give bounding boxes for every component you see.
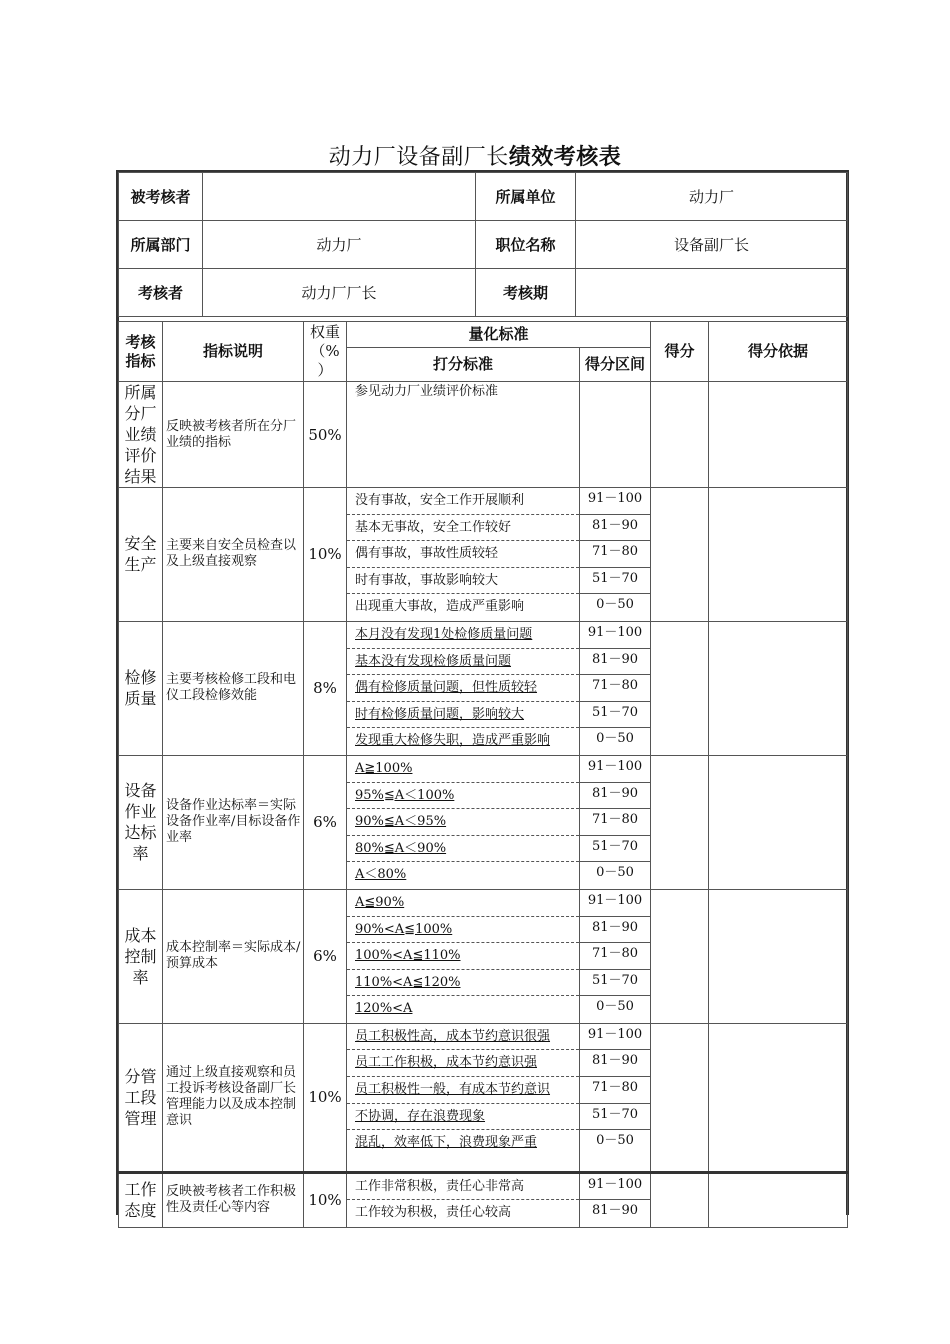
range-item: 71－80 <box>580 943 650 970</box>
criteria-item: 发现重大检修失职，造成严重影响 <box>355 733 551 749</box>
range-cell <box>580 889 651 1023</box>
info-label: 考核者 <box>119 269 203 317</box>
criteria-item: 120%<A <box>355 1001 413 1017</box>
range-item: 81－90 <box>580 649 650 676</box>
indicator-description: 反映被考核者所在分厂业绩的指标 <box>163 382 304 488</box>
indicator-weight: 10% <box>304 1023 347 1172</box>
criteria-item: 基本没有发现检修质量问题 <box>347 649 579 676</box>
basis-cell <box>709 1172 848 1227</box>
range-cell <box>580 1023 651 1172</box>
info-table <box>118 172 848 317</box>
criteria-item: 工作较为积极，责任心较高 <box>355 1205 512 1221</box>
criteria-item: 偶有检修质量问题，但性质较轻 <box>347 675 579 702</box>
range-item: 0－50 <box>596 597 634 613</box>
range-item: 71－80 <box>580 809 650 836</box>
info-row <box>119 269 848 317</box>
range-item: 51－70 <box>580 836 650 863</box>
criteria-item: 110%<A≦120% <box>347 970 579 997</box>
score-cell <box>651 1172 709 1227</box>
criteria-list <box>347 1174 579 1227</box>
indicator-name: 检修 质量 <box>119 621 163 755</box>
range-item: 81－90 <box>580 515 650 542</box>
indicator-name: 所属 分厂 业绩 评价 结果 <box>119 382 163 488</box>
score-cell <box>651 889 709 1023</box>
basis-cell <box>709 382 848 488</box>
criteria-item: 基本无事故，安全工作较好 <box>347 515 579 542</box>
header-range: 得分区间 <box>580 348 651 382</box>
header-quant: 量化标准 <box>347 322 651 348</box>
indicator-weight: 10% <box>304 488 347 622</box>
criteria-cell <box>347 382 580 488</box>
table-row <box>119 1172 848 1227</box>
criteria-item: 员工积极性一般，有成本节约意识 <box>347 1077 579 1104</box>
title-light: 动力厂设备副厂长 <box>328 145 509 170</box>
range-item: 91－100 <box>580 488 650 515</box>
criteria-list <box>347 488 579 621</box>
info-value: 动力厂厂长 <box>203 269 476 317</box>
basis-cell <box>709 755 848 889</box>
basis-cell <box>709 621 848 755</box>
criteria-cell <box>347 1172 580 1227</box>
indicator-description: 主要考核检修工段和电仪工段检修效能 <box>163 621 304 755</box>
criteria-cell <box>347 889 580 1023</box>
info-label: 被考核者 <box>119 173 203 221</box>
score-cell <box>651 382 709 488</box>
range-item: 51－70 <box>580 702 650 729</box>
range-item: 71－80 <box>580 675 650 702</box>
criteria-item: 100%<A≦110% <box>347 943 579 970</box>
indicator-description: 设备作业达标率＝实际设备作业率/目标设备作业率 <box>163 755 304 889</box>
info-label: 所属部门 <box>119 221 203 269</box>
criteria-item: 工作非常积极，责任心非常高 <box>347 1174 579 1201</box>
criteria-item: 90%≦A＜95% <box>347 809 579 836</box>
criteria-item: 时有事故，事故影响较大 <box>347 568 579 595</box>
range-item: 0－50 <box>596 1133 634 1149</box>
info-value: 动力厂 <box>203 221 476 269</box>
criteria-cell <box>347 488 580 622</box>
criteria-cell <box>347 621 580 755</box>
range-item: 91－100 <box>580 622 650 649</box>
basis-cell <box>709 889 848 1023</box>
criteria-item: 出现重大事故，造成严重影响 <box>355 599 525 615</box>
range-cell <box>580 755 651 889</box>
score-cell <box>651 755 709 889</box>
indicator-description: 通过上级直接观察和员工投诉考核设备副厂长管理能力以及成本控制意识 <box>163 1023 304 1172</box>
criteria-item: 本月没有发现1处检修质量问题 <box>347 622 579 649</box>
criteria-item: 90%<A≦100% <box>347 917 579 944</box>
range-item: 91－100 <box>580 890 650 917</box>
range-item: 81－90 <box>580 1050 650 1077</box>
table-row <box>119 488 848 622</box>
info-value <box>203 173 476 221</box>
range-item: 51－70 <box>580 970 650 997</box>
indicator-weight: 6% <box>304 755 347 889</box>
header-basis: 得分依据 <box>709 322 848 382</box>
indicator-name: 设备 作业 达标 率 <box>119 755 163 889</box>
info-row <box>119 173 848 221</box>
table-row <box>119 1023 848 1172</box>
header-indicator: 考核 指标 <box>119 322 163 382</box>
range-item: 91－100 <box>580 1024 650 1051</box>
header-criteria: 打分标准 <box>347 348 580 382</box>
indicator-description: 成本控制率＝实际成本/预算成本 <box>163 889 304 1023</box>
indicator-name: 成本 控制 率 <box>119 889 163 1023</box>
kpi-table <box>118 321 848 1228</box>
range-item: 71－80 <box>580 1077 650 1104</box>
indicator-weight: 6% <box>304 889 347 1023</box>
score-cell <box>651 621 709 755</box>
criteria-item: 混乱，效率低下，浪费现象严重 <box>355 1135 538 1151</box>
criteria-item: 80%≦A＜90% <box>347 836 579 863</box>
indicator-name: 分管 工段 管理 <box>119 1023 163 1172</box>
range-cell <box>580 382 651 488</box>
indicator-weight: 8% <box>304 621 347 755</box>
header-description: 指标说明 <box>163 322 304 382</box>
criteria-list <box>347 890 579 1023</box>
range-cell <box>580 488 651 622</box>
criteria-cell <box>347 1023 580 1172</box>
info-value: 动力厂 <box>576 173 848 221</box>
range-item: 51－70 <box>580 568 650 595</box>
range-item: 81－90 <box>580 783 650 810</box>
header-score: 得分 <box>651 322 709 382</box>
criteria-list <box>347 756 579 889</box>
info-value <box>576 269 848 317</box>
range-item: 71－80 <box>580 541 650 568</box>
criteria-list <box>347 382 579 409</box>
criteria-list <box>347 622 579 755</box>
table-row <box>119 382 848 488</box>
title-bold: 绩效考核表 <box>508 145 622 170</box>
table-row <box>119 755 848 889</box>
basis-cell <box>709 488 848 622</box>
range-item: 81－90 <box>580 917 650 944</box>
range-item: 0－50 <box>596 865 634 881</box>
range-item: 0－50 <box>596 999 634 1015</box>
info-label: 所属单位 <box>476 173 576 221</box>
criteria-item: A≦90% <box>347 890 579 917</box>
score-cell <box>651 1023 709 1172</box>
indicator-name: 工作 态度 <box>119 1172 163 1227</box>
indicator-weight: 10% <box>304 1172 347 1227</box>
criteria-item: 员工积极性高，成本节约意识很强 <box>347 1024 579 1051</box>
info-value: 设备副厂长 <box>576 221 848 269</box>
range-cell <box>580 621 651 755</box>
info-row <box>119 221 848 269</box>
indicator-name: 安全 生产 <box>119 488 163 622</box>
indicator-weight: 50% <box>304 382 347 488</box>
criteria-list <box>347 1024 579 1157</box>
range-item: 51－70 <box>580 1104 650 1131</box>
criteria-item: A≧100% <box>347 756 579 783</box>
criteria-item: 没有事故，安全工作开展顺利 <box>347 488 579 515</box>
range-cell <box>580 1172 651 1227</box>
criteria-item: 偶有事故，事故性质较轻 <box>347 541 579 568</box>
criteria-item: 时有检修质量问题，影响较大 <box>347 702 579 729</box>
criteria-item: 参见动力厂业绩评价标准 <box>355 384 499 399</box>
criteria-cell <box>347 755 580 889</box>
indicator-description: 反映被考核者工作积极性及责任心等内容 <box>163 1172 304 1227</box>
range-item: 91－100 <box>580 1174 650 1201</box>
table-row <box>119 621 848 755</box>
range-item: 81－90 <box>591 1203 639 1219</box>
header-row <box>119 322 848 348</box>
indicator-description: 主要来自安全员检查以及上级直接观察 <box>163 488 304 622</box>
criteria-item: 95%≦A＜100% <box>347 783 579 810</box>
info-label: 职位名称 <box>476 221 576 269</box>
header-weight: 权重 （% ） <box>304 322 347 382</box>
criteria-item: A＜80% <box>355 867 407 883</box>
table-row <box>119 889 848 1023</box>
range-item: 0－50 <box>596 731 634 747</box>
criteria-item: 不协调，存在浪费现象 <box>347 1104 579 1131</box>
score-cell <box>651 488 709 622</box>
info-label: 考核期 <box>476 269 576 317</box>
range-item: 91－100 <box>580 756 650 783</box>
basis-cell <box>709 1023 848 1172</box>
criteria-item: 员工工作积极，成本节约意识强 <box>347 1050 579 1077</box>
